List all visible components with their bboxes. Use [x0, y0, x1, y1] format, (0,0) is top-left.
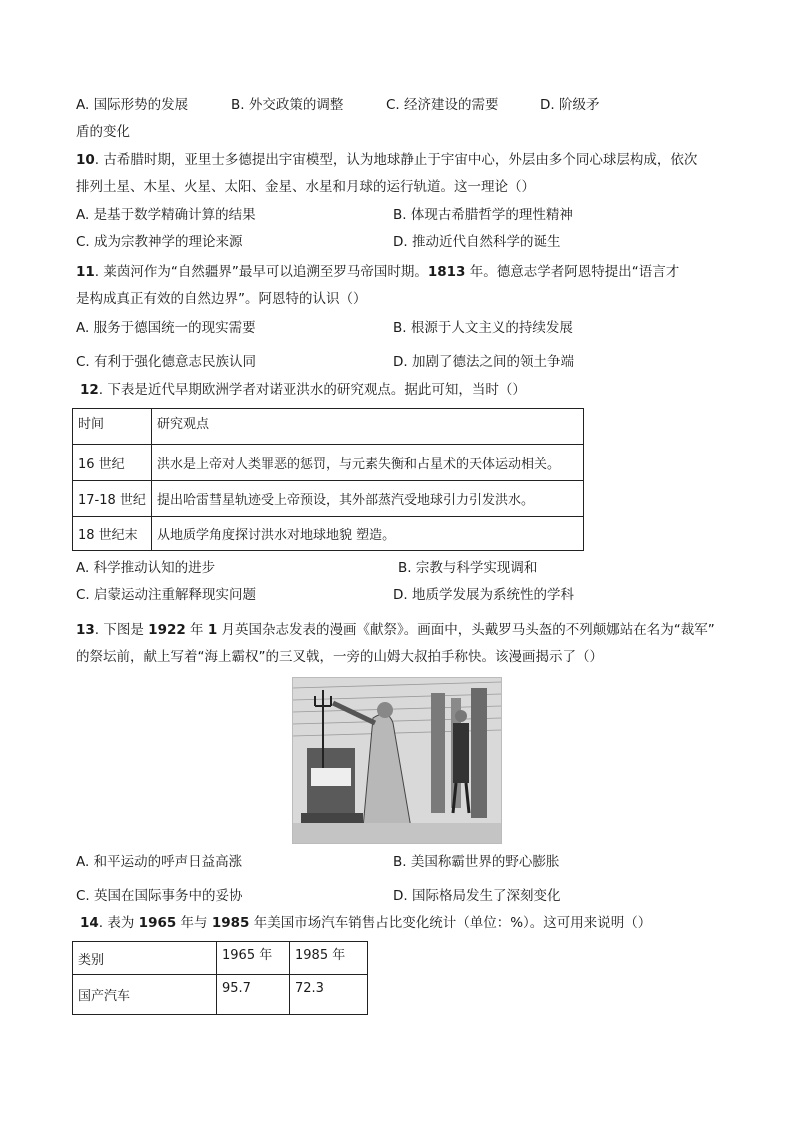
table-cell: 18 世纪末 [73, 517, 152, 551]
table-cell: 16 世纪 [73, 445, 152, 481]
q9-option-d: D. 阶级矛 [540, 97, 600, 113]
table-cell: 洪水是上帝对人类罪恶的惩罚，与元素失衡和占星术的天体运动相关。 [152, 445, 584, 481]
q14-stem-text-b: 年与 [176, 915, 212, 931]
q13-year: 1922 [148, 622, 186, 638]
table-cell: 从地质学角度探讨洪水对地球地貌 塑造。 [152, 517, 584, 551]
q13-stem-text-b: 年 [185, 622, 208, 638]
table-row [73, 975, 368, 1015]
q11-stem-text: . 莱茵河作为“自然疆界”最早可以追溯至罗马帝国时期。 [94, 264, 428, 280]
q12-stem-text: . 下表是近代早期欧洲学者对诺亚洪水的研究观点。据此可知，当时（） [98, 382, 526, 398]
sacrifice-cartoon-image [292, 677, 502, 844]
table-row [73, 517, 584, 551]
table-header-cell: 研究观点 [152, 409, 584, 445]
q10-stem-line2: 排列土星、木星、火星、太阳、金星、水星和月球的运行轨道。这一理论（） [76, 179, 535, 195]
q13-option-d: D. 国际格局发生了深刻变化 [393, 888, 561, 904]
q13-option-a: A. 和平运动的呼声日益高涨 [76, 854, 243, 870]
q12-number: 12 [80, 382, 99, 398]
q13-option-b: B. 美国称霸世界的野心膨胀 [393, 854, 560, 870]
table-row [73, 481, 584, 517]
q12-stem-line1 [80, 380, 526, 400]
q11-year: 1813 [427, 264, 466, 280]
q13-month: 1 [207, 622, 218, 638]
q11-option-a: A. 服务于德国统一的现实需要 [76, 320, 256, 336]
table-header-cell: 时间 [73, 409, 152, 445]
q9-option-a: A. 国际形势的发展 [76, 97, 189, 113]
table-cell: 提出哈雷彗星轨迹受上帝预设，其外部蒸汽受地球引力引发洪水。 [152, 481, 584, 517]
q10-option-c: C. 成为宗教神学的理论来源 [76, 234, 243, 250]
table-cell: 72.3 [290, 975, 368, 1015]
q14-number: 14 [80, 915, 99, 931]
q14-stem-text-c: 年美国市场汽车销售占比变化统计（单位：%）。这可用来说明（） [249, 915, 652, 931]
q13-stem-text-a: . 下图是 [94, 622, 149, 638]
table-header-row [73, 942, 368, 975]
q9-option-d-continued: 盾的变化 [76, 124, 130, 140]
table-cell: 95.7 [217, 975, 290, 1015]
table-header-cell: 1965 年 [217, 942, 290, 975]
q14-stem-text-a: . 表为 [98, 915, 139, 931]
q9-option-b: B. 外交政策的调整 [231, 97, 344, 113]
q11-stem-line1 [76, 262, 679, 282]
table-row [73, 445, 584, 481]
q13-stem-line1 [76, 620, 715, 640]
q12-option-d: D. 地质学发展为系统性的学科 [393, 587, 574, 603]
table-header-row [73, 409, 584, 445]
table-cell: 17-18 世纪 [73, 481, 152, 517]
q14-stem-line1 [80, 913, 651, 933]
q11-option-c: C. 有利于强化德意志民族认同 [76, 354, 257, 370]
q13-option-c: C. 英国在国际事务中的妥协 [76, 888, 243, 904]
q10-option-b: B. 体现古希腊哲学的理性精神 [393, 207, 573, 223]
q14-year1: 1965 [138, 915, 177, 931]
q13-stem-text-c: 月英国杂志发表的漫画《献祭》。画面中，头戴罗马头盔的不列颠娜站在名为“裁军” [217, 622, 715, 638]
q13-stem-line2: 的祭坛前，献上写着“海上霸权”的三叉戟，一旁的山姆大叔拍手称快。该漫画揭示了（） [76, 649, 603, 665]
q12-option-b: B. 宗教与科学实现调和 [398, 560, 538, 576]
table-cell: 国产汽车 [73, 975, 217, 1015]
q14-table [72, 941, 368, 1015]
q11-number: 11 [76, 264, 95, 280]
q11-option-d: D. 加剧了德法之间的领土争端 [393, 354, 574, 370]
table-header-cell: 类别 [73, 942, 217, 975]
table-header-cell: 1985 年 [290, 942, 368, 975]
q10-number: 10 [76, 152, 95, 168]
q11-stem-line2: 是构成真正有效的自然边界”。阿恩特的认识（） [76, 291, 367, 307]
q14-year2: 1985 [211, 915, 250, 931]
q11-stem-text-b: 年。德意志学者阿恩特提出“语言才 [465, 264, 680, 280]
q12-option-a: A. 科学推动认知的进步 [76, 560, 216, 576]
q10-option-a: A. 是基于数学精确计算的结果 [76, 207, 256, 223]
q10-option-d: D. 推动近代自然科学的诞生 [393, 234, 561, 250]
q13-number: 13 [76, 622, 95, 638]
q12-table [72, 408, 584, 551]
q12-option-c: C. 启蒙运动注重解释现实问题 [76, 587, 257, 603]
q9-option-c: C. 经济建设的需要 [386, 97, 499, 113]
q10-stem-line1 [76, 150, 697, 170]
q11-option-b: B. 根源于人文主义的持续发展 [393, 320, 573, 336]
q10-stem-text: . 古希腊时期，亚里士多德提出宇宙模型，认为地球静止于宇宙中心，外层由多个同心球层构成，依次 [94, 152, 698, 168]
